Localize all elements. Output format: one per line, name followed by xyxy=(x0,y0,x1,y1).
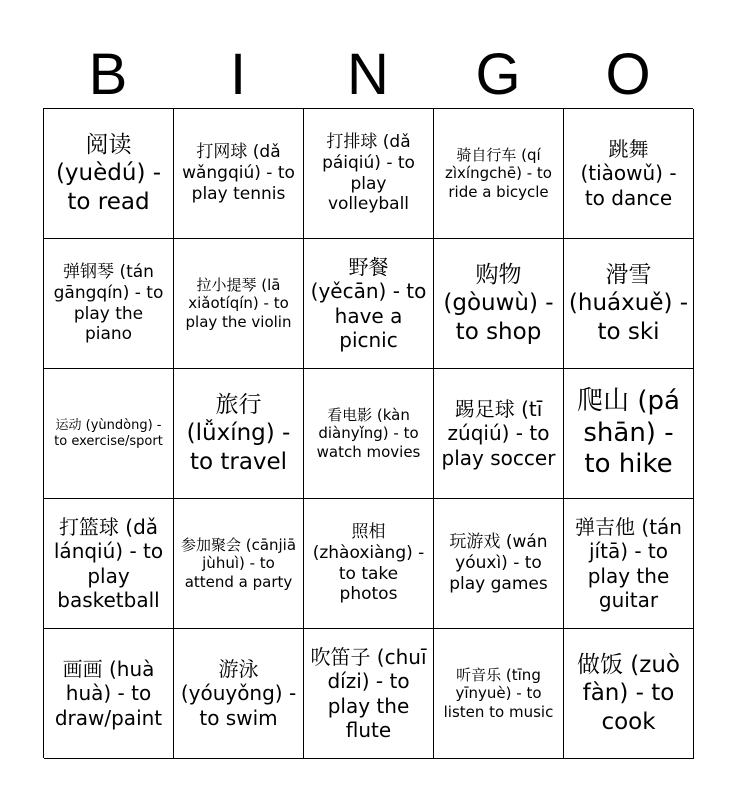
bingo-cell[interactable]: 参加聚会 (cānjiā jùhuì) - to attend a party xyxy=(174,499,304,629)
bingo-cell[interactable]: 阅读 (yuèdú) - to read xyxy=(44,109,174,239)
bingo-cell[interactable]: 弹钢琴 (tán gāngqín) - to play the piano xyxy=(44,239,174,369)
header-letter-b: B xyxy=(88,42,128,107)
bingo-cell[interactable]: 踢足球 (tī zúqiú) - to play soccer xyxy=(434,369,564,499)
bingo-header xyxy=(43,42,693,108)
bingo-cell[interactable]: 照相 (zhàoxiàng) - to take photos xyxy=(304,499,434,629)
bingo-cell[interactable]: 弹吉他 (tán jítā) - to play the guitar xyxy=(564,499,694,629)
bingo-cell[interactable]: 打网球 (dǎ wǎngqiú) - to play tennis xyxy=(174,109,304,239)
bingo-cell[interactable]: 旅行 (lǚxíng) - to travel xyxy=(174,369,304,499)
bingo-cell[interactable]: 跳舞 (tiàowǔ) - to dance xyxy=(564,109,694,239)
bingo-grid xyxy=(43,108,693,758)
header-letter-n: N xyxy=(347,42,389,107)
header-letter-o: O xyxy=(605,42,651,107)
bingo-cell[interactable]: 看电影 (kàn diànyǐng) - to watch movies xyxy=(304,369,434,499)
bingo-cell[interactable]: 运动 (yùndòng) - to exercise/sport xyxy=(44,369,174,499)
bingo-cell[interactable]: 野餐 (yěcān) - to have a picnic xyxy=(304,239,434,369)
bingo-cell[interactable]: 打篮球 (dǎ lánqiú) - to play basketball xyxy=(44,499,174,629)
bingo-cell[interactable]: 购物 (gòuwù) - to shop xyxy=(434,239,564,369)
header-letter-g: G xyxy=(475,42,521,107)
bingo-cell[interactable]: 画画 (huà huà) - to draw/paint xyxy=(44,629,174,759)
bingo-cell[interactable]: 打排球 (dǎ páiqiú) - to play volleyball xyxy=(304,109,434,239)
bingo-cell[interactable]: 吹笛子 (chuī dízi) - to play the flute xyxy=(304,629,434,759)
bingo-cell[interactable]: 听音乐 (tīng yīnyuè) - to listen to music xyxy=(434,629,564,759)
header-letter-i: I xyxy=(229,42,247,107)
bingo-cell[interactable]: 拉小提琴 (lā xiǎotíqín) - to play the violin xyxy=(174,239,304,369)
bingo-cell[interactable]: 游泳 (yóuyǒng) - to swim xyxy=(174,629,304,759)
bingo-cell[interactable]: 玩游戏 (wán yóuxì) - to play games xyxy=(434,499,564,629)
bingo-cell[interactable]: 爬山 (pá shān) - to hike xyxy=(564,369,694,499)
bingo-cell[interactable]: 骑自行车 (qí zìxíngchē) - to ride a bicycle xyxy=(434,109,564,239)
bingo-cell[interactable]: 滑雪 (huáxuě) - to ski xyxy=(564,239,694,369)
bingo-cell[interactable]: 做饭 (zuò fàn) - to cook xyxy=(564,629,694,759)
